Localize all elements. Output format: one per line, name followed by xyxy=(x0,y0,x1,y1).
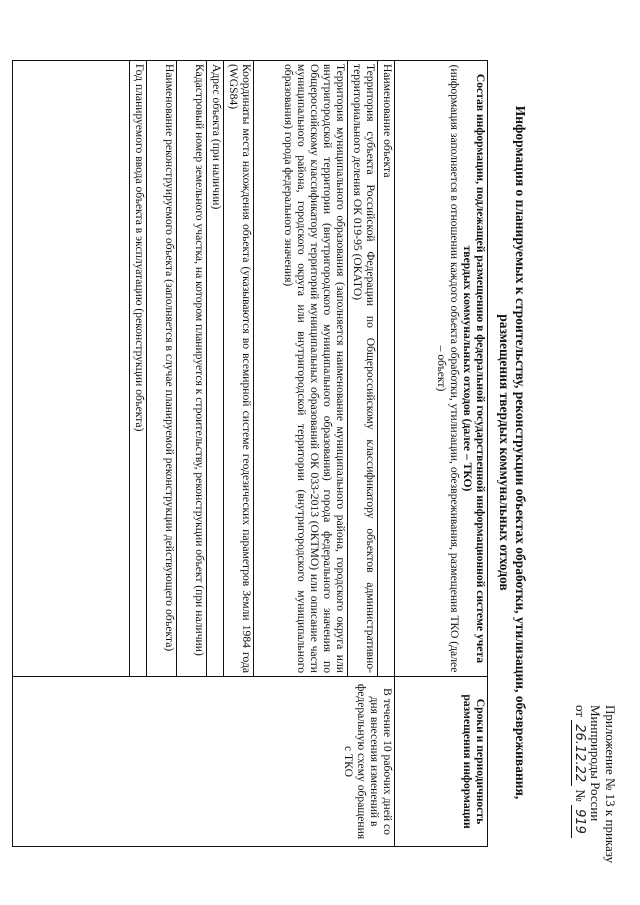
header-composition xyxy=(395,61,488,677)
row-cadastral-number: Кадастровый номер земельного участка, на котором планируется к строительству, реконструкции объект (при наличии) xyxy=(177,61,207,677)
header-deadline: Сроки и периодичность размещения информации xyxy=(395,677,488,847)
handwritten-date: 26.12.22 xyxy=(571,720,587,786)
row-address: Адрес объекта (при наличии) xyxy=(207,61,224,677)
appendix-date-line xyxy=(572,705,588,895)
row-municipal-territory: Территория муниципального образования (заполняется наименование муниципального района, городского округа или внутригородской территории (внутригородского муниципального образования) города федерального значения по Общероссийскому классификатору территорий муниципальных образований ОК 033-2013 (ОКТМО) или описание части муниципального района, городского округа или внутригородской территории (внутригородского муниципального образования) города федерального значения) xyxy=(254,61,348,677)
info-table xyxy=(12,60,488,847)
header-composition-note: (информация заполняется в отношении каждого объекта обработки, утилизации, обезвреживания, размещения ТКО (далее – объект) xyxy=(435,64,461,673)
row-coordinates: Координаты места нахождения объекта (указываются во всемирной системе геодезических параметров Земли 1984 года (WGS84) xyxy=(224,61,254,677)
appendix-block xyxy=(572,705,618,895)
document-title xyxy=(496,60,528,845)
row-okato-territory: Территория субъекта Российской Федерации по Общероссийскому классификатору объектов административно-территориального деления ОК 019-95 (ОКАТО) xyxy=(348,61,378,677)
header-composition-bold: Состав информации, подлежащей размещению в федеральной государственной информационной системе учета твердых коммунальных отходов (далее – ТКО) xyxy=(461,73,487,664)
handwritten-number: 919 xyxy=(571,805,587,838)
number-prefix: № xyxy=(573,789,588,802)
title-line-2: размещения твердых коммунальных отходов xyxy=(497,314,512,591)
deadline-cell xyxy=(13,677,395,847)
date-prefix: от xyxy=(573,705,588,718)
row-commissioning-year: Год планируемого ввода объекта в эксплуатацию (реконструкции объекта) xyxy=(130,61,147,677)
row-object-name: Наименование объекта xyxy=(378,61,395,677)
row-reconstructed-object: Наименование реконструируемого объекта (заполняется в случае планируемой реконструкции действующего объекта) xyxy=(147,61,177,677)
title-line-1: Информация о планируемых к строительству, реконструкции объектах обработки, утилизации, обезвреживания, xyxy=(513,105,528,800)
appendix-line-2: Минприроды России xyxy=(588,705,603,822)
deadline-text: В течение 10 рабочих дней со дня внесения изменений в федеральную схему обращения с ТКО xyxy=(342,683,394,840)
appendix-line-1: Приложение № 13 к приказу xyxy=(603,705,618,864)
row-blank xyxy=(13,61,130,677)
